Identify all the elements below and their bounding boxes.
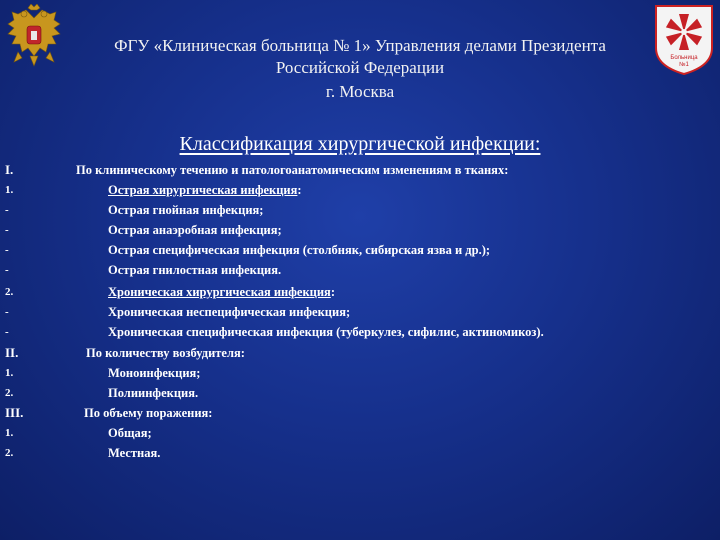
list-item-text: По клиническому течению и патологоанатомическим изменениям в тканях: xyxy=(76,163,509,177)
list-marker: 2. xyxy=(5,387,14,399)
list-item xyxy=(0,180,720,200)
list-item-text: Острая специфическая инфекция (столбняк, сибирская язва и др.); xyxy=(108,243,491,257)
list-item xyxy=(0,282,720,302)
list-item xyxy=(0,343,720,363)
list-item-text: Полиинфекция. xyxy=(108,386,199,400)
list-item-text: Острая гнилостная инфекция. xyxy=(108,263,282,277)
list-item-text: Хроническая неспецифическая инфекция; xyxy=(108,305,351,319)
list-marker: - xyxy=(5,224,9,236)
list-item-text: Острая гнойная инфекция; xyxy=(108,203,264,217)
list-item xyxy=(0,200,720,220)
list-item xyxy=(0,240,720,260)
list-item-text: По количеству возбудителя: xyxy=(86,346,245,360)
header-line-3: г. Москва xyxy=(325,82,395,101)
list-item-suffix: : xyxy=(297,183,302,197)
list-item xyxy=(0,322,720,342)
slide-title: Классификация хирургической инфекции: xyxy=(179,133,541,155)
list-marker: III. xyxy=(5,405,24,420)
hospital-emblem-icon xyxy=(652,4,716,76)
hospital-logo xyxy=(652,4,716,76)
list-item-text: Моноинфекция; xyxy=(108,366,201,380)
hospital-label-2: №1 xyxy=(679,62,689,68)
hospital-label-1: Больница xyxy=(670,55,698,61)
list-marker: 1. xyxy=(5,367,14,379)
list-item xyxy=(0,220,720,240)
list-item xyxy=(0,160,720,180)
list-marker: 2. xyxy=(5,447,14,459)
list-marker: - xyxy=(5,306,9,318)
list-marker: 2. xyxy=(5,286,14,298)
list-marker: I. xyxy=(5,162,14,177)
list-item-text: Острая хирургическая инфекция xyxy=(108,183,298,197)
list-marker: 1. xyxy=(5,427,14,439)
list-item xyxy=(0,423,720,443)
list-item xyxy=(0,260,720,280)
list-item xyxy=(0,363,720,383)
list-item xyxy=(0,302,720,322)
list-item-text: Общая; xyxy=(108,426,152,440)
list-item-text: Местная. xyxy=(108,446,161,460)
list-marker: 1. xyxy=(5,184,14,196)
list-marker: - xyxy=(5,326,9,338)
list-item-text: Хроническая специфическая инфекция (туберкулез, сифилис, актиномикоз). xyxy=(108,325,544,339)
list-marker: - xyxy=(5,204,9,216)
list-item-text: Острая анаэробная инфекция; xyxy=(108,223,282,237)
list-item-suffix: : xyxy=(330,285,335,299)
header-line-2: Российской Федерации xyxy=(275,58,445,77)
list-item xyxy=(0,383,720,403)
list-marker: II. xyxy=(5,345,19,360)
list-item xyxy=(0,403,720,423)
list-marker: - xyxy=(5,244,9,256)
list-item-text: По объему поражения: xyxy=(84,406,213,420)
header-line-1: ФГУ «Клиническая больница № 1» Управления делами Президента xyxy=(114,36,606,55)
list-marker: - xyxy=(5,264,9,276)
coat-of-arms-icon xyxy=(4,4,64,72)
list-item-text: Хроническая хирургическая инфекция xyxy=(108,285,331,299)
list-item xyxy=(0,443,720,463)
